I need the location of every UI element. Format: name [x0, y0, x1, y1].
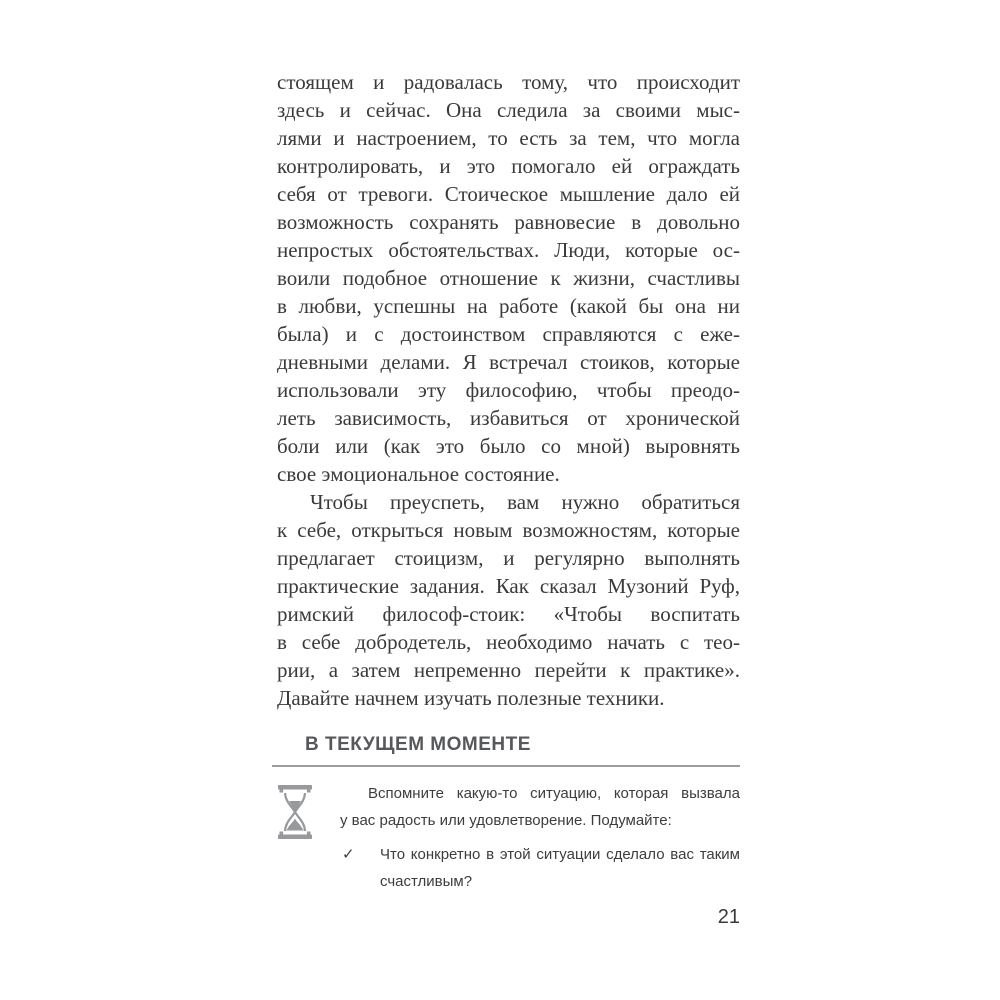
- bullet-text: [380, 841, 740, 895]
- exercise-intro: [340, 780, 740, 834]
- text-line: Вспомните какую-то ситуацию, которая вызвала: [368, 785, 740, 802]
- text-line: Чтобы преуспеть, вам нужно обратиться: [310, 490, 740, 514]
- text-line: предлагает стоицизм, и регулярно выполнять: [277, 546, 740, 570]
- text-line: непростых обстоятельствах. Люди, которые ос-: [277, 238, 740, 262]
- body-text: [277, 68, 740, 712]
- text-line: Давайте начнем изучать полезные техники.: [277, 686, 665, 710]
- text-line: рии, а затем непременно перейти к практике».: [277, 658, 740, 682]
- text-line: римский философ-стоик: «Чтобы воспитать: [277, 602, 740, 626]
- text-line: контролировать, и это помогало ей ограждать: [277, 154, 740, 178]
- text-line: боли или (как это было со мной) выровнять: [277, 434, 740, 458]
- text-line: дневными делами. Я встречал стоиков, которые: [277, 350, 740, 374]
- text-line: лями и настроением, то есть за тем, что могла: [277, 126, 740, 150]
- text-line: у вас радость или удовлетворение. Подумайте:: [340, 812, 672, 829]
- text-line: практические задания. Как сказал Музоний Руф,: [277, 574, 740, 598]
- text-line: стоящем и радовалась тому, что происходит: [277, 70, 740, 94]
- text-line: возможность сохранять равновесие в довольно: [277, 210, 740, 234]
- section-divider: [272, 765, 740, 767]
- exercise-section-header: [272, 733, 740, 767]
- text-line: свое эмоциональное состояние.: [277, 462, 560, 486]
- text-line: Что конкретно в этой ситуации сделало вас таким: [380, 846, 740, 863]
- text-line: в любви, успешны на работе (какой бы она ни: [277, 294, 740, 318]
- page-number: 21: [717, 906, 740, 928]
- text-line: к себе, открыться новым возможностям, которые: [277, 518, 740, 542]
- text-line: была) и с достоинством справляются с еже-: [277, 322, 740, 346]
- paragraph: [277, 68, 740, 488]
- text-line: здесь и сейчас. Она следила за своими мыс-: [277, 98, 740, 122]
- text-line: воили подобное отношение к жизни, счастливы: [277, 266, 740, 290]
- text-line: себя от тревоги. Стоическое мышление дало ей: [277, 182, 740, 206]
- check-icon: ✓: [342, 845, 355, 863]
- hourglass-icon: [277, 785, 313, 839]
- bullet-item: [342, 841, 740, 895]
- text-line: в себе добродетель, необходимо начать с тео-: [277, 630, 740, 654]
- text-line: леть зависимость, избавиться от хронической: [277, 406, 740, 430]
- text-line: использовали эту философию, чтобы преодо-: [277, 378, 740, 402]
- section-title: В ТЕКУЩЕМ МОМЕНТЕ: [305, 734, 531, 755]
- text-line: счастливым?: [380, 873, 473, 890]
- paragraph: [277, 488, 740, 712]
- exercise-block: [277, 780, 740, 895]
